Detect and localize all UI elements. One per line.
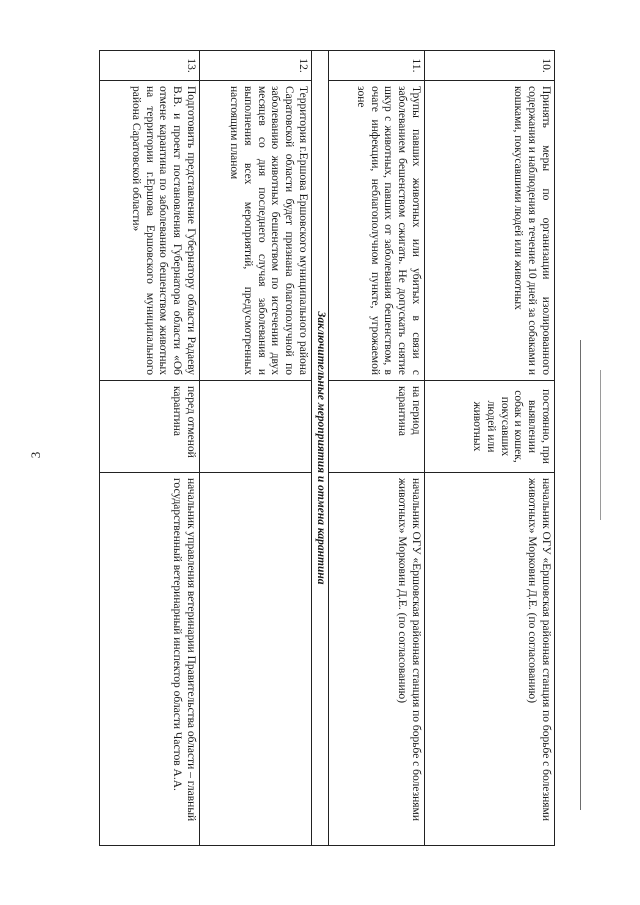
term-text: перед отменой карантина [100, 381, 200, 473]
measure-text: Подготовить представление Губернатору области Радаеву В.В. и проект постановления Губернатора области «Об отмене карантина по заболеванию бешенством животных на территории г.Ершова Ершовского муниципального района Саратовской области» [100, 81, 200, 381]
signature-line [580, 340, 581, 810]
term-text: постоянно, при выявлении собак и кошек, покусавших людей или животных [425, 381, 555, 473]
table-row [329, 51, 425, 846]
row-number: 11. [329, 51, 425, 81]
row-number: 13. [100, 51, 200, 81]
measures-table [99, 50, 555, 846]
row-number: 10. [425, 51, 555, 81]
table-row [425, 51, 555, 846]
term-text [200, 381, 312, 473]
measure-text: Принять меры по организации изолированного содержания и наблюдения в течение 10 дней за собаками и кошками, покусавшими людей или животных [425, 81, 555, 381]
row-number: 12. [200, 51, 312, 81]
responsible-text: начальник ОГУ «Ершовская районная станция по борьбе с болезнями животных» Морковин Д.Е. (по согласованию) [425, 473, 555, 846]
section-title: Заключительные мероприятия и отмена карантина [312, 51, 329, 846]
section-row [312, 51, 329, 846]
measure-text: Трупы павших животных или убитых в связи с заболеванием бешенством сжигать. Не допускать снятие шкур с животных, павших от заболевания бешенством, в очаге инфекции, неблагополучном пункте, угрожаемой зоне [329, 81, 425, 381]
table-row [200, 51, 312, 846]
responsible-text: начальник управления ветеринарии Правительства области – главный государственный ветеринарный инспектор области Частов А.А. [100, 473, 200, 846]
scan-mark [600, 370, 601, 520]
page-number: 3 [28, 451, 43, 459]
responsible-text: начальник ОГУ «Ершовская районная станция по борьбе с болезнями животных» Морковин Д.Е. (по согласованию) [329, 473, 425, 846]
measure-text: Территория г.Ершова Ершовского муниципального района Саратовской области будет признана благополучной по заболеванию животных бешенством по истечении двух месяцев со дня последнего случая заболевания и выполнения всех мероприятий, предусмотренных настоящим планом [200, 81, 312, 381]
rotated-plan-table [100, 50, 555, 845]
term-text: на период карантина [329, 381, 425, 473]
responsible-text [200, 473, 312, 846]
table-row [100, 51, 200, 846]
